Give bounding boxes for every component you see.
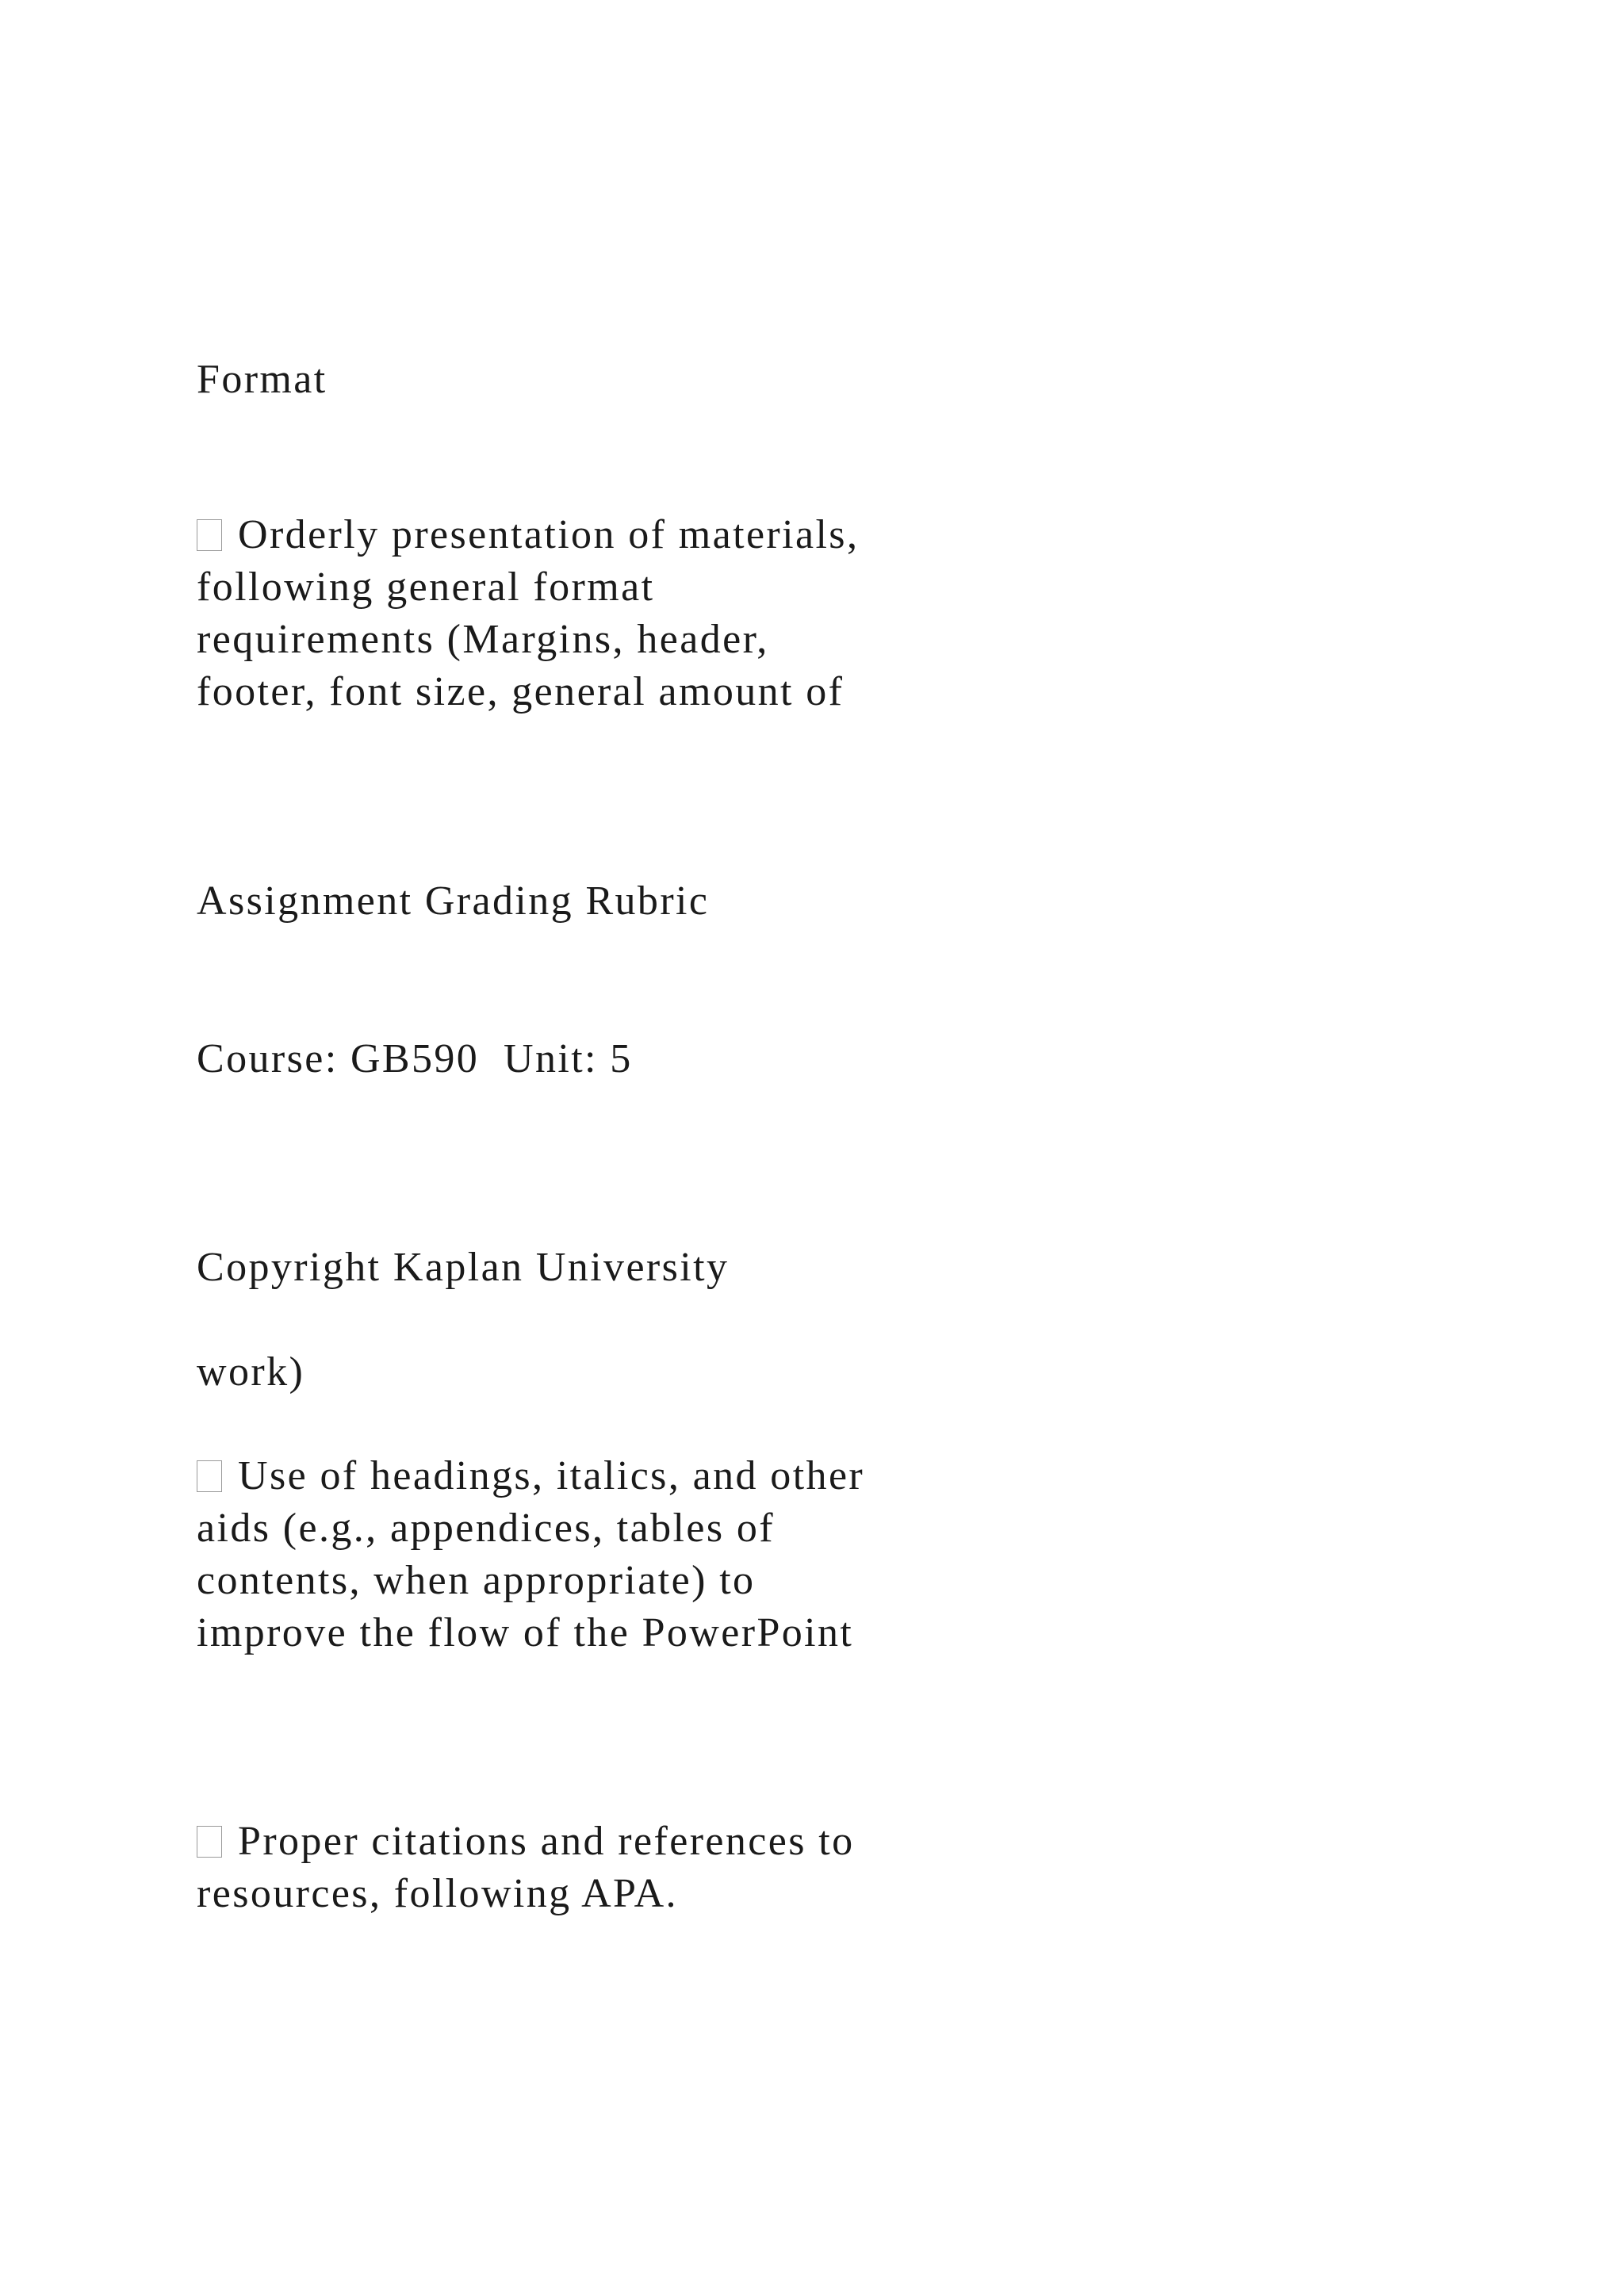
bullet-item-1-line-1 — [197, 509, 859, 561]
bullet-item-1-line-2: following general format — [197, 564, 655, 610]
bullet-item-3-line-1 — [197, 1816, 855, 1868]
missing-glyph-box-icon — [197, 1826, 222, 1858]
bullet-item-1-line-4: footer, font size, general amount of — [197, 669, 845, 714]
bullet-item-3-line-2: resources, following APA. — [197, 1871, 678, 1916]
bullet-item-1-line-3: requirements (Margins, header, — [197, 617, 769, 662]
bullet-item-1-text-1: Orderly presentation of materials, — [238, 512, 860, 557]
copyright-line: Copyright Kaplan University — [197, 1245, 730, 1290]
bullet-item-2-line-4: improve the flow of the PowerPoint — [197, 1610, 854, 1655]
missing-glyph-box-icon — [197, 519, 222, 551]
document-title: Assignment Grading Rubric — [197, 878, 710, 924]
bullet-item-2-line-2: aids (e.g., appendices, tables of — [197, 1506, 775, 1551]
bullet-item-2-line-1 — [197, 1450, 864, 1502]
bullet-item-2-line-3: contents, when appropriate) to — [197, 1558, 756, 1603]
missing-glyph-box-icon — [197, 1460, 222, 1492]
bullet-item-2-text-1: Use of headings, italics, and other — [238, 1453, 865, 1498]
bullet-item-3-text-1: Proper citations and references to — [238, 1819, 855, 1864]
bullet-item-1-continuation: work) — [197, 1349, 305, 1395]
section-heading-format: Format — [197, 357, 327, 402]
course-unit-line: Course: GB590 Unit: 5 — [197, 1036, 633, 1081]
